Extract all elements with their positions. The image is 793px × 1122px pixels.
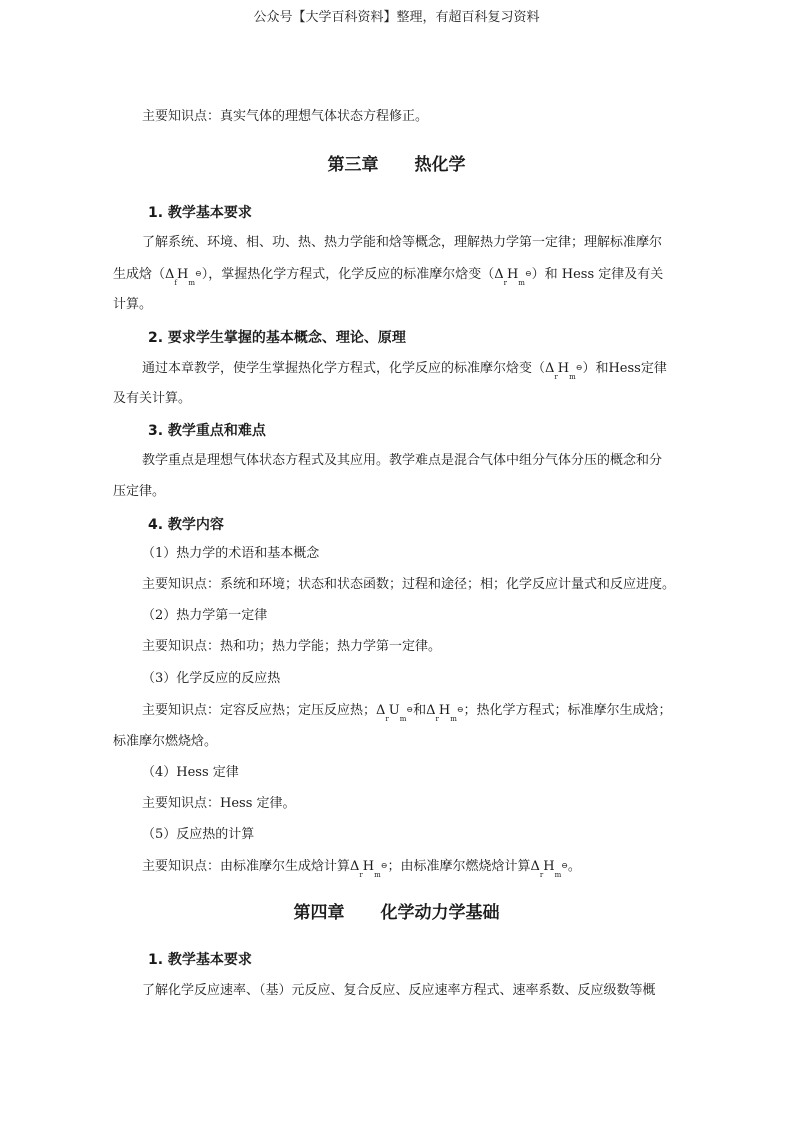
item-4-title: （4）Hess 定律: [142, 765, 239, 780]
section-3-line-1: 教学重点是理想气体状态方程式及其应用。教学难点是混合气体中组分气体分压的概念和分: [142, 453, 663, 468]
text-segment: 主要知识点：定容反应热；定压反应热；: [142, 703, 377, 718]
item-3-text: [142, 701, 672, 725]
text-segment: ；由标准摩尔燃烧焓计算: [387, 859, 531, 874]
delta-r-u-symbol: $\Delta_rU_m⊖$: [376, 703, 414, 723]
chapter-3-number: 第三章: [327, 155, 379, 175]
paragraph-top: 主要知识点：真实气体的理想气体状态方程修正。: [142, 109, 429, 124]
text-segment: ）和 Hess 定律及有关: [531, 267, 664, 282]
text-segment: 生成焓（: [113, 267, 166, 282]
chapter-3-title: 热化学: [414, 155, 466, 175]
delta-r-h-symbol: $\Delta_rH_m⊖$: [494, 267, 532, 287]
item-1-text: 主要知识点：系统和环境；状态和状态函数；过程和途径；相；化学反应计量式和反应进度。: [142, 577, 676, 592]
chapter-3-heading: [0, 150, 793, 175]
text-segment: ），掌握热化学方程式，化学反应的标准摩尔焓变（: [201, 267, 495, 282]
chapter-4-number: 第四章: [293, 903, 345, 923]
section-3-title: 3. 教学重点和难点: [148, 423, 266, 439]
section-2-line-2: 及有关计算。: [113, 391, 192, 406]
text-segment: 和: [413, 703, 427, 718]
item-3-title: （3）化学反应的反应热: [142, 671, 281, 686]
section-1-line-2: [113, 265, 663, 289]
section-3-line-2: 压定律。: [113, 484, 166, 499]
section-1-title: 1. 教学基本要求: [148, 205, 252, 221]
chapter-4-section-1-title: 1. 教学基本要求: [148, 952, 252, 968]
item-3-text-line-2: 标准摩尔燃烧焓。: [113, 734, 218, 749]
delta-c-h-symbol: $\Delta_rH_m⊖$: [530, 859, 568, 879]
delta-r-h-symbol: $\Delta_rH_m⊖$: [545, 361, 583, 381]
section-1-line-1: 了解系统、环境、相、功、热、热力学能和焓等概念，理解热力学第一定律；理解标准摩尔: [142, 235, 663, 250]
text-segment: 。: [567, 859, 581, 874]
item-1-title: （1）热力学的术语和基本概念: [142, 546, 320, 561]
chapter-4-title: 化学动力学基础: [380, 903, 500, 923]
delta-f-h-symbol: $\Delta_rH_m⊖$: [350, 859, 388, 879]
section-2-title: 2. 要求学生掌握的基本概念、理论、原理: [148, 330, 406, 346]
delta-r-h-symbol: $\Delta_rH_m⊖$: [426, 703, 464, 723]
chapter-4-section-1-line-1: 了解化学反应速率、（基）元反应、复合反应、反应速率方程式、速率系数、反应级数等概: [142, 983, 656, 998]
text-segment: 通过本章教学，使学生掌握热化学方程式，化学反应的标准摩尔焓变（: [142, 361, 546, 376]
section-2-line-1: [142, 359, 667, 383]
chapter-4-heading: [0, 898, 793, 923]
section-4-title: 4. 教学内容: [148, 517, 224, 533]
page-header: 公众号【大学百科资料】整理，有超百科复习资料: [253, 10, 540, 25]
section-1-line-3: 计算。: [113, 297, 153, 312]
text-segment: ）和Hess定律: [582, 361, 667, 376]
item-5-title: （5）反应热的计算: [142, 827, 255, 842]
text-segment: ；热化学方程式；标准摩尔生成焓；: [463, 703, 672, 718]
text-segment: 主要知识点：由标准摩尔生成焓计算: [142, 859, 351, 874]
item-2-title: （2）热力学第一定律: [142, 608, 268, 623]
item-4-text: 主要知识点：Hess 定律。: [142, 796, 296, 811]
item-2-text: 主要知识点：热和功；热力学能；热力学第一定律。: [142, 639, 442, 654]
delta-f-h-symbol: $\Delta_fH_m⊖$: [165, 267, 202, 287]
item-5-text: [142, 857, 581, 881]
